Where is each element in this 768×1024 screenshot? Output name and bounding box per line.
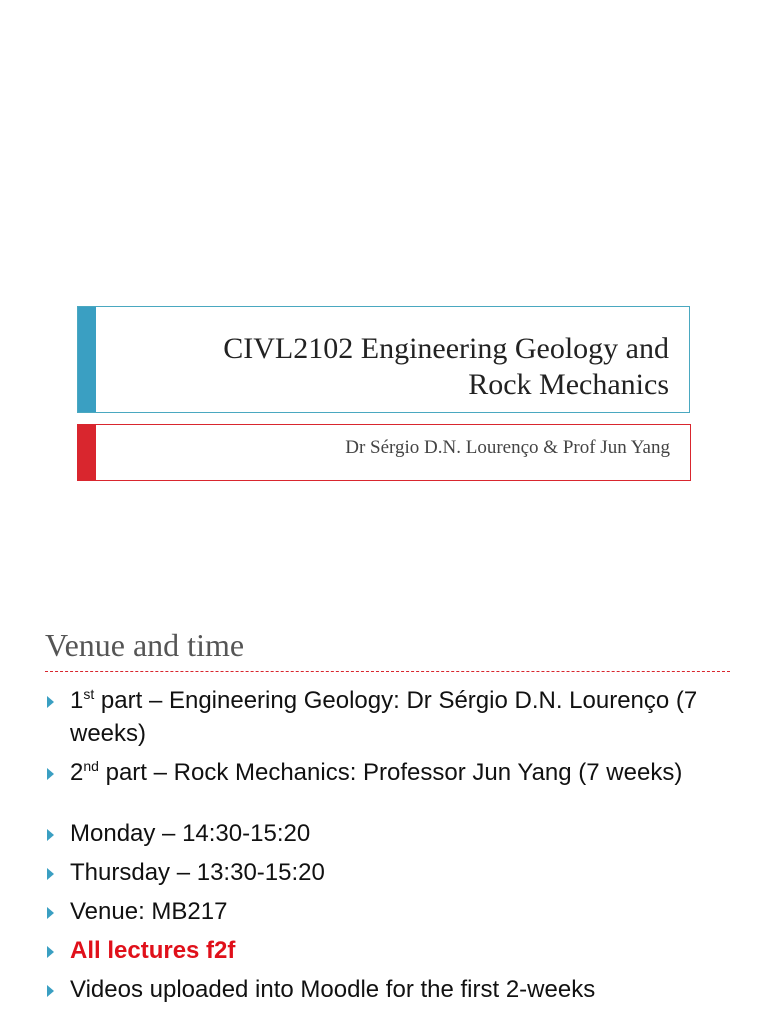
triangle-right-icon xyxy=(47,868,54,880)
subtitle-accent-bar xyxy=(78,425,96,480)
slide-subtitle: Dr Sérgio D.N. Lourenço & Prof Jun Yang xyxy=(345,437,670,458)
bullet-item xyxy=(45,756,745,789)
bullet-text: part – Rock Mechanics: Professor Jun Yang (7 weeks) xyxy=(98,759,683,786)
bullet-item xyxy=(45,973,745,1006)
slide-title-line2: Rock Mechanics xyxy=(468,368,669,401)
bullet-list xyxy=(45,684,745,1006)
title-accent-bar xyxy=(78,307,96,412)
ordinal-suffix: nd xyxy=(83,758,99,774)
triangle-right-icon xyxy=(47,829,54,841)
bullet-item xyxy=(45,895,745,928)
subtitle-box xyxy=(77,424,691,481)
bullet-item xyxy=(45,684,745,750)
ordinal-suffix: st xyxy=(83,686,95,702)
title-box xyxy=(77,306,690,413)
triangle-right-icon xyxy=(47,768,54,780)
slide-title-line1: CIVL2102 Engineering Geology and xyxy=(223,332,669,365)
bullet-text: 1 xyxy=(70,687,84,714)
bullet-text: Monday – 14:30-15:20 xyxy=(70,820,311,847)
triangle-right-icon xyxy=(47,985,54,997)
bullet-item xyxy=(45,856,745,889)
triangle-right-icon xyxy=(47,946,54,958)
bullet-item xyxy=(45,817,745,850)
bullet-text: Venue: MB217 xyxy=(70,898,228,925)
bullet-text: All lectures f2f xyxy=(70,937,236,964)
triangle-right-icon xyxy=(47,907,54,919)
slide-title xyxy=(129,331,669,403)
bullet-text: Videos uploaded into Moodle for the first 2-weeks xyxy=(70,976,596,1003)
bullet-item-highlight xyxy=(45,934,745,967)
bullet-text: part – Engineering Geology: Dr Sérgio D.N. Lourenço (7 weeks) xyxy=(70,687,698,747)
section-heading: Venue and time xyxy=(45,627,245,663)
section-divider xyxy=(45,671,730,672)
bullet-text: 2 xyxy=(70,759,84,786)
bullet-text: Thursday – 13:30-15:20 xyxy=(70,859,325,886)
triangle-right-icon xyxy=(47,696,54,708)
